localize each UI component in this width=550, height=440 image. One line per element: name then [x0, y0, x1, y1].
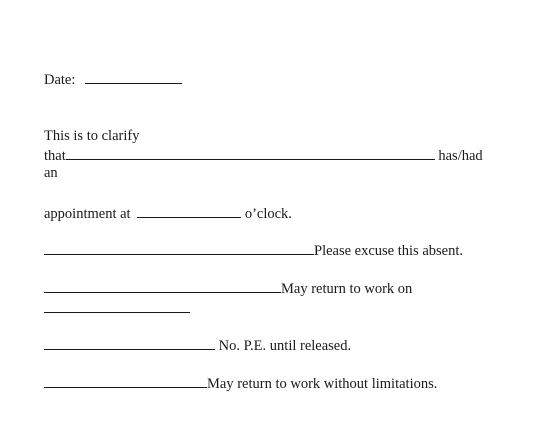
limitations-line — [44, 374, 437, 393]
excuse-line — [44, 241, 463, 260]
an-text: an — [44, 165, 58, 181]
excuse-text: Please excuse this absent. — [314, 243, 463, 259]
return-blank[interactable] — [44, 279, 281, 293]
return-line — [44, 279, 412, 298]
limitations-blank[interactable] — [44, 374, 207, 388]
oclock-text: o’clock. — [244, 206, 292, 222]
date-line — [44, 70, 182, 89]
patient-line — [44, 146, 483, 165]
appointment-line — [44, 204, 292, 223]
pe-line — [44, 336, 351, 355]
return-text: May return to work on — [281, 281, 413, 297]
intro-line — [44, 128, 139, 145]
limitations-text: May return to work without limitations. — [207, 376, 438, 392]
that-text: that — [44, 148, 66, 164]
excuse-blank[interactable] — [44, 241, 314, 255]
date-label: Date: — [44, 72, 76, 88]
return-date-blank[interactable] — [44, 299, 190, 313]
time-blank[interactable] — [137, 204, 241, 218]
return-date-line — [44, 299, 190, 318]
intro-text: This is to clarify — [44, 128, 140, 144]
date-blank[interactable] — [85, 70, 182, 84]
patient-name-blank[interactable] — [66, 146, 435, 160]
pe-text: No. P.E. until released. — [218, 338, 352, 354]
appointment-text: appointment at — [44, 206, 131, 222]
pe-blank[interactable] — [44, 336, 215, 350]
an-line — [44, 165, 58, 182]
has-had-text: has/had — [438, 148, 483, 164]
